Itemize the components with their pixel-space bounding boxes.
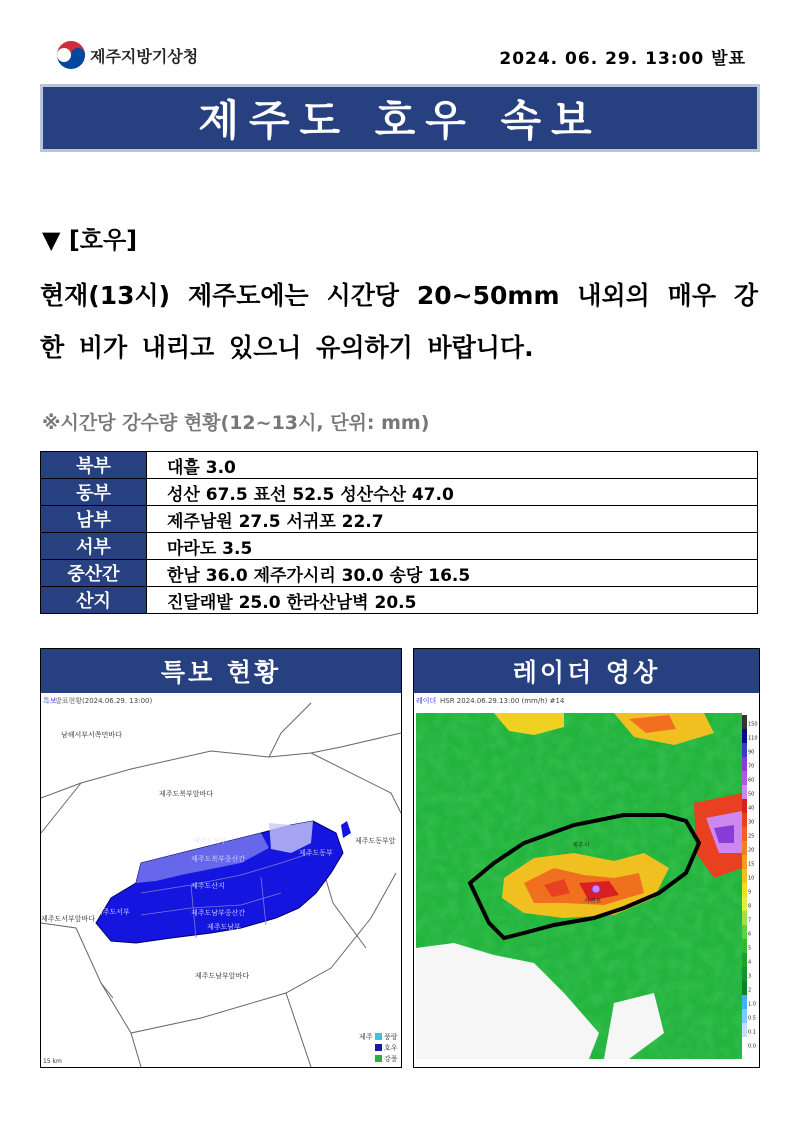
- scale-label: 60: [748, 777, 755, 784]
- scale-label: 7: [748, 917, 752, 924]
- table-row: [41, 506, 758, 533]
- scale-swatch: [742, 743, 747, 757]
- org-name: 제주지방기상청: [90, 47, 199, 66]
- legend-title: 제주: [359, 1033, 373, 1041]
- legend-label: 호우: [384, 1044, 398, 1052]
- scale-swatch: [742, 799, 747, 813]
- scale-label: 110: [748, 735, 758, 742]
- radar-scale: 1 km: [420, 1050, 436, 1057]
- scale-swatch: [742, 925, 747, 939]
- zone-label: 제주도산지: [191, 882, 225, 890]
- scale-swatch: [742, 827, 747, 841]
- zone-label: 제주도북부중산간: [191, 855, 246, 863]
- issue-date: 2024. 06. 29. 13:00 발표: [499, 49, 746, 69]
- zone-label: 제주도북부앞바다: [159, 790, 214, 798]
- table-row: [41, 479, 758, 506]
- scale-swatch: [742, 939, 747, 953]
- warning-map: [41, 693, 401, 1067]
- radar-caption-tag: 레이더: [416, 697, 437, 705]
- scale-swatch: [742, 1009, 747, 1023]
- value-cell: 대흘 3.0: [147, 452, 758, 479]
- scale-label: 0.1: [748, 1029, 756, 1036]
- table-row: [41, 560, 758, 587]
- legend-swatch: [375, 1044, 382, 1051]
- scale-swatch: [742, 1023, 747, 1037]
- scale-label: 2: [748, 987, 752, 994]
- scale-swatch: [742, 855, 747, 869]
- section-heading: ▼ [호우]: [42, 226, 138, 254]
- zone-label: 제주도남부중산간: [191, 909, 246, 917]
- rainfall-note: ※시간당 강수량 현황(12~13시, 단위: mm): [42, 412, 430, 434]
- region-cell: 산지: [41, 587, 147, 614]
- radar-field: [416, 713, 742, 1059]
- zone-label: 제주도북부: [193, 837, 227, 845]
- scale-swatch: [742, 953, 747, 967]
- zone-label: 제주도서부: [96, 908, 130, 916]
- rainfall-table: [40, 451, 758, 614]
- scale-label: 15: [748, 861, 755, 868]
- legend-swatch: [375, 1055, 382, 1062]
- scale-label: 40: [748, 805, 755, 812]
- radar-panel-title: 레이더 영상: [414, 649, 759, 693]
- region-cell: 서부: [41, 533, 147, 560]
- scale-swatch: [742, 869, 747, 883]
- scale-swatch: [742, 1037, 747, 1051]
- value-cell: 진달래밭 25.0 한라산남벽 20.5: [147, 587, 758, 614]
- scale-swatch: [742, 785, 747, 799]
- table-row: [41, 587, 758, 614]
- scale-label: 1.0: [748, 1001, 756, 1008]
- table-row: [41, 452, 758, 479]
- scale-swatch: [742, 967, 747, 981]
- scale-swatch: [742, 715, 747, 729]
- scale-label: 90: [748, 749, 755, 756]
- scale-label: 10: [748, 875, 755, 882]
- town-label: 서귀포: [584, 898, 602, 905]
- table-row: [41, 533, 758, 560]
- warning-panel: [40, 648, 402, 1068]
- scale-swatch: [742, 897, 747, 911]
- region-cell: 남부: [41, 506, 147, 533]
- zone-label: 남해서부서쪽먼바다: [61, 731, 122, 739]
- scale-label: 50: [748, 791, 755, 798]
- radar-caption: HSR 2024.06.29.13:00 (mm/h) #14: [440, 697, 565, 705]
- zone-label: 제주도서부앞바다: [41, 915, 96, 923]
- scale-label: 3: [748, 973, 752, 980]
- legend-label: 풍랑: [384, 1033, 398, 1041]
- scale-label: 4: [748, 959, 752, 966]
- header: [56, 38, 746, 74]
- town-label: 제주시: [572, 842, 590, 849]
- scale-swatch: [742, 883, 747, 897]
- warning-caption-tag: 특보: [43, 697, 57, 705]
- radar-panel: [413, 648, 760, 1068]
- scale-swatch: [742, 771, 747, 785]
- scale-label: 6: [748, 931, 752, 938]
- region-cell: 동부: [41, 479, 147, 506]
- scale-swatch: [742, 981, 747, 995]
- value-cell: 마라도 3.5: [147, 533, 758, 560]
- map-scale: 15 km: [43, 1058, 62, 1065]
- scale-swatch: [742, 813, 747, 827]
- scale-label: 70: [748, 763, 755, 770]
- region-cell: 중산간: [41, 560, 147, 587]
- value-cell: 한남 36.0 제주가시리 30.0 송당 16.5: [147, 560, 758, 587]
- legend-swatch: [375, 1033, 382, 1040]
- warning-panel-title: 특보 현황: [41, 649, 401, 693]
- page-title: 제주도 호우 속보: [198, 96, 602, 145]
- kma-logo-icon: [56, 40, 86, 70]
- scale-swatch: [742, 841, 747, 855]
- zone-label: 제주도남부: [207, 923, 241, 931]
- bulletin-message: 현재(13시) 제주도에는 시간당 20~50mm 내외의 매우 강한 비가 내리고 있으니 유의하기 바랍니다.: [40, 281, 758, 362]
- scale-label: 8: [748, 903, 752, 910]
- scale-label: 150: [748, 721, 758, 728]
- scale-swatch: [742, 757, 747, 771]
- scale-swatch: [742, 911, 747, 925]
- region-cell: 북부: [41, 452, 147, 479]
- scale-label: 20: [748, 847, 755, 854]
- scale-swatch: [742, 995, 747, 1009]
- zone-label: 제주도남부앞바다: [195, 972, 250, 980]
- value-cell: 제주남원 27.5 서귀포 22.7: [147, 506, 758, 533]
- scale-label: 0.5: [748, 1015, 756, 1022]
- scale-label: 9: [748, 889, 752, 896]
- scale-label: 25: [748, 833, 755, 840]
- scale-label: 30: [748, 819, 755, 826]
- value-cell: 성산 67.5 표선 52.5 성산수산 47.0: [147, 479, 758, 506]
- scale-label: 0.0: [748, 1043, 756, 1050]
- legend-label: 강풍: [384, 1055, 398, 1063]
- zone-label: 제주도동부앞: [355, 837, 396, 845]
- scale-label: 5: [748, 945, 752, 952]
- radar-map: [414, 693, 759, 1067]
- title-banner: [40, 84, 760, 152]
- zone-label: 제주도동부: [299, 849, 333, 857]
- warning-caption: 발표현황(2024.06.29. 13:00): [55, 697, 153, 705]
- scale-swatch: [742, 729, 747, 743]
